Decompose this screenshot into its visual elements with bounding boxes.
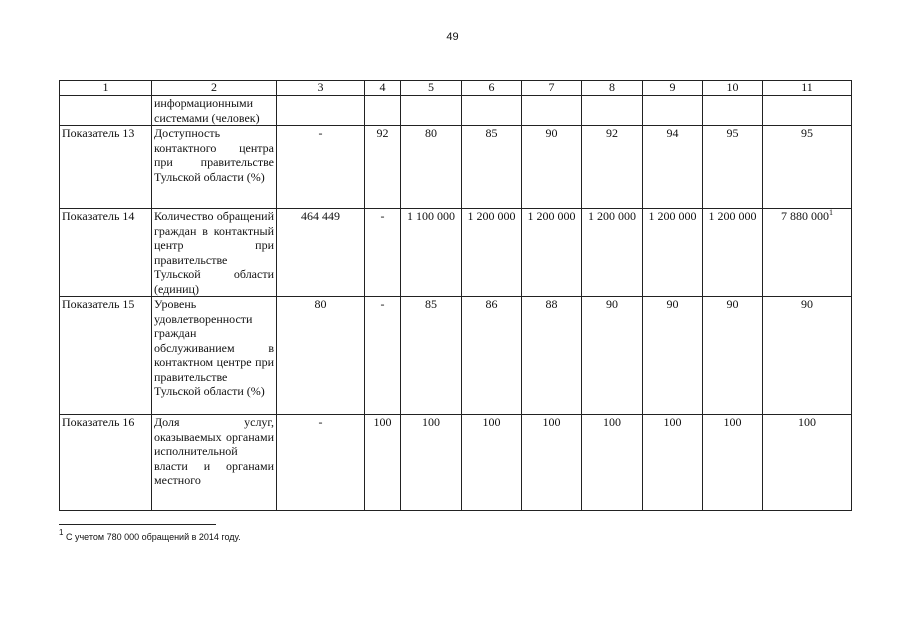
indicator-label: Показатель 15 xyxy=(60,297,152,415)
indicator-name: Доля услуг, оказываемых органами исполнительной власти и органами местного xyxy=(152,415,277,511)
value-cell: 90 xyxy=(763,297,852,415)
value-cell: 88 xyxy=(522,297,582,415)
value-cell: 100 xyxy=(763,415,852,511)
value-cell: 86 xyxy=(462,297,522,415)
value-cell: 100 xyxy=(582,415,643,511)
value-cell: 92 xyxy=(582,126,643,209)
column-header: 4 xyxy=(365,81,401,96)
value-cell: 100 xyxy=(703,415,763,511)
indicators-table xyxy=(59,80,852,511)
indicator-label: Показатель 14 xyxy=(60,209,152,297)
indicator-name: Уровень удовлетворенности граждан обслуживанием в контактном центре при правительстве Тульской области (%) xyxy=(152,297,277,415)
column-header: 3 xyxy=(277,81,365,96)
value-cell: 1 200 000 xyxy=(703,209,763,297)
footnote-marker: 1 xyxy=(829,208,833,217)
value-cell xyxy=(763,209,852,297)
footnote xyxy=(59,528,241,542)
value-cell: 90 xyxy=(703,297,763,415)
table-row-continuation xyxy=(60,96,852,126)
value-cell: 90 xyxy=(522,126,582,209)
value-cell: 1 200 000 xyxy=(582,209,643,297)
value-cell: 80 xyxy=(277,297,365,415)
indicator-label: Показатель 16 xyxy=(60,415,152,511)
value-cell: 90 xyxy=(582,297,643,415)
value-cell: 464 449 xyxy=(277,209,365,297)
column-header: 6 xyxy=(462,81,522,96)
value-cell: 100 xyxy=(643,415,703,511)
value-cell: 100 xyxy=(401,415,462,511)
footnote-text: С учетом 780 000 обращений в 2014 году. xyxy=(63,532,241,542)
value-cell: - xyxy=(365,209,401,297)
table-row xyxy=(60,209,852,297)
value-cell: 100 xyxy=(462,415,522,511)
value-cell: 95 xyxy=(703,126,763,209)
value-cell: 100 xyxy=(365,415,401,511)
column-header: 10 xyxy=(703,81,763,96)
indicator-label: Показатель 13 xyxy=(60,126,152,209)
value-cell: 85 xyxy=(401,297,462,415)
value-cell: 1 100 000 xyxy=(401,209,462,297)
value-cell: 1 200 000 xyxy=(522,209,582,297)
column-header: 8 xyxy=(582,81,643,96)
column-header: 5 xyxy=(401,81,462,96)
column-header: 9 xyxy=(643,81,703,96)
value-cell: - xyxy=(365,297,401,415)
indicator-name: Доступность контактного центра при правительстве Тульской области (%) xyxy=(152,126,277,209)
value-cell: 1 200 000 xyxy=(462,209,522,297)
table-row xyxy=(60,415,852,511)
table-header-row xyxy=(60,81,852,96)
value-cell: - xyxy=(277,415,365,511)
indicator-name: информационными системами (человек) xyxy=(152,96,277,126)
footnote-mark: 1 xyxy=(59,528,64,537)
column-header: 2 xyxy=(152,81,277,96)
column-header: 11 xyxy=(763,81,852,96)
value-cell: 94 xyxy=(643,126,703,209)
footnote-divider xyxy=(59,524,216,525)
page-number: 49 xyxy=(446,31,459,43)
value-text: 7 880 000 xyxy=(781,209,829,223)
value-cell: 95 xyxy=(763,126,852,209)
column-header: 1 xyxy=(60,81,152,96)
table-row xyxy=(60,126,852,209)
value-cell: 90 xyxy=(643,297,703,415)
value-cell: 80 xyxy=(401,126,462,209)
column-header: 7 xyxy=(522,81,582,96)
value-cell: - xyxy=(277,126,365,209)
value-cell: 100 xyxy=(522,415,582,511)
table-row xyxy=(60,297,852,415)
value-cell: 1 200 000 xyxy=(643,209,703,297)
value-cell: 92 xyxy=(365,126,401,209)
indicator-name: Количество обращений граждан в контактный центр при правительстве Тульской области (единиц) xyxy=(152,209,277,297)
value-cell: 85 xyxy=(462,126,522,209)
